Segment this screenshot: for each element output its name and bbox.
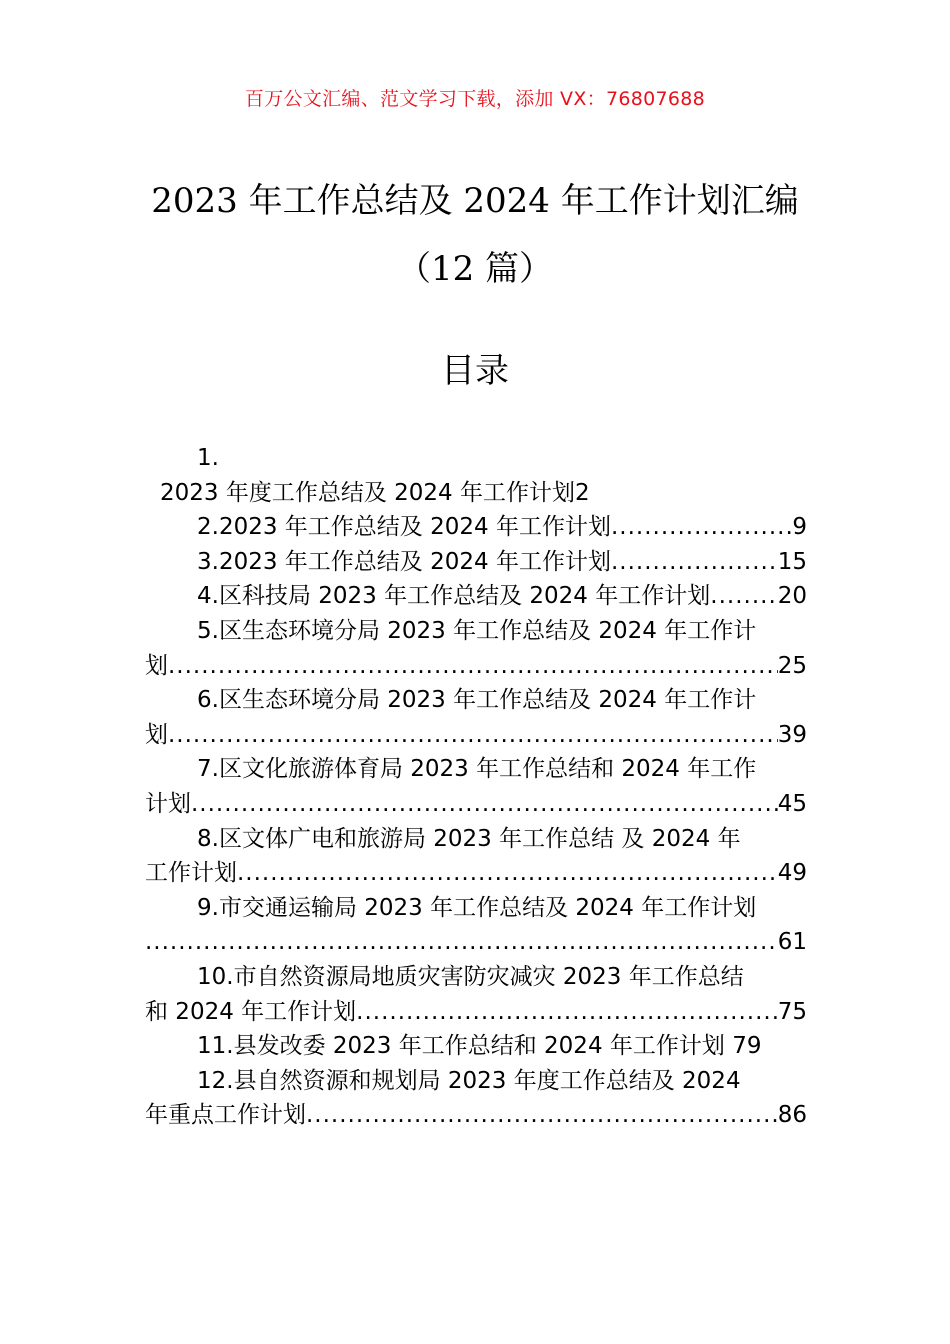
toc-entry-8[interactable] [145, 822, 807, 891]
toc-entry-7[interactable] [145, 752, 807, 821]
toc-entry-page: 9 [792, 514, 807, 541]
toc-entry-page: 39 [777, 721, 807, 748]
toc-entry-title: 6.区生态环境分局 2023 年工作总结及 2024 年工作计 [197, 687, 757, 714]
dot-leader [611, 510, 792, 545]
toc-entry-page: 79 [732, 1033, 762, 1060]
toc-entry-title-line [145, 476, 807, 511]
toc-entry-page: 86 [777, 1102, 807, 1129]
dot-leader [145, 925, 778, 960]
toc-entry-page: 75 [777, 998, 807, 1025]
table-of-contents [145, 441, 807, 1133]
toc-entry-title-cont: 和 2024 年工作计划 [145, 998, 357, 1025]
toc-entry-title: 8.区文体广电和旅游局 2023 年工作总结 及 2024 年 [197, 825, 741, 852]
toc-entry-page: 2 [575, 479, 590, 506]
document-subtitle: （12 篇） [396, 249, 554, 289]
toc-entry-2[interactable] [145, 510, 807, 545]
toc-entry-title: 9.市交通运输局 2023 年工作总结及 2024 年工作计划 [197, 894, 757, 921]
toc-entry-page: 61 [777, 929, 807, 956]
toc-entry-number: 1. [197, 445, 219, 471]
dot-leader [356, 995, 778, 1030]
toc-entry-page: 45 [777, 790, 807, 817]
toc-entry-6[interactable] [145, 683, 807, 752]
toc-entry-page: 20 [777, 583, 807, 610]
dot-leader [306, 1098, 778, 1133]
dot-leader [710, 579, 777, 614]
toc-entry-title-cont: 计划 [145, 790, 191, 817]
dot-leader [611, 545, 778, 580]
toc-entry-11[interactable] [145, 1029, 807, 1064]
toc-entry-title: 11.县发改委 2023 年工作总结和 2024 年工作计划 [197, 1033, 725, 1060]
document-title: 2023 年工作总结及 2024 年工作计划汇编 [151, 181, 799, 221]
dot-leader [237, 856, 778, 891]
toc-entry-title: 10.市自然资源局地质灾害防灾减灾 2023 年工作总结 [197, 963, 744, 990]
toc-entry-title-cont: 划 [145, 652, 168, 679]
toc-entry-10[interactable] [145, 960, 807, 1029]
toc-entry-title-cont: 年重点工作计划 [145, 1102, 306, 1129]
dot-leader [168, 718, 778, 753]
toc-entry-title-cont: 工作计划 [145, 860, 237, 887]
toc-heading: 目录 [441, 351, 509, 391]
toc-entry-page: 25 [777, 652, 807, 679]
toc-entry-3[interactable] [145, 545, 807, 580]
toc-entry-5[interactable] [145, 614, 807, 683]
toc-entry-title: 3.2023 年工作总结及 2024 年工作计划 [197, 548, 611, 575]
toc-entry-1[interactable] [145, 441, 807, 510]
toc-entry-title: 2023 年度工作总结及 2024 年工作计划 [160, 479, 575, 506]
toc-entry-page: 15 [777, 548, 807, 575]
toc-entry-title: 4.区科技局 2023 年工作总结及 2024 年工作计划 [197, 583, 711, 610]
toc-entry-4[interactable] [145, 579, 807, 614]
toc-entry-title: 2.2023 年工作总结及 2024 年工作计划 [197, 514, 611, 541]
dot-leader [168, 649, 778, 684]
toc-entry-12[interactable] [145, 1064, 807, 1133]
dot-leader [191, 787, 778, 822]
toc-entry-title-cont: 划 [145, 721, 168, 748]
promo-banner: 百万公文汇编、范文学习下载，添加 VX：76807688 [244, 88, 706, 110]
toc-entry-title: 5.区生态环境分局 2023 年工作总结及 2024 年工作计 [197, 617, 757, 644]
toc-entry-title: 12.县自然资源和规划局 2023 年度工作总结及 2024 [197, 1067, 741, 1094]
toc-entry-page: 49 [777, 860, 807, 887]
toc-entry-9[interactable] [145, 891, 807, 960]
toc-entry-title: 7.区文化旅游体育局 2023 年工作总结和 2024 年工作 [197, 756, 757, 783]
